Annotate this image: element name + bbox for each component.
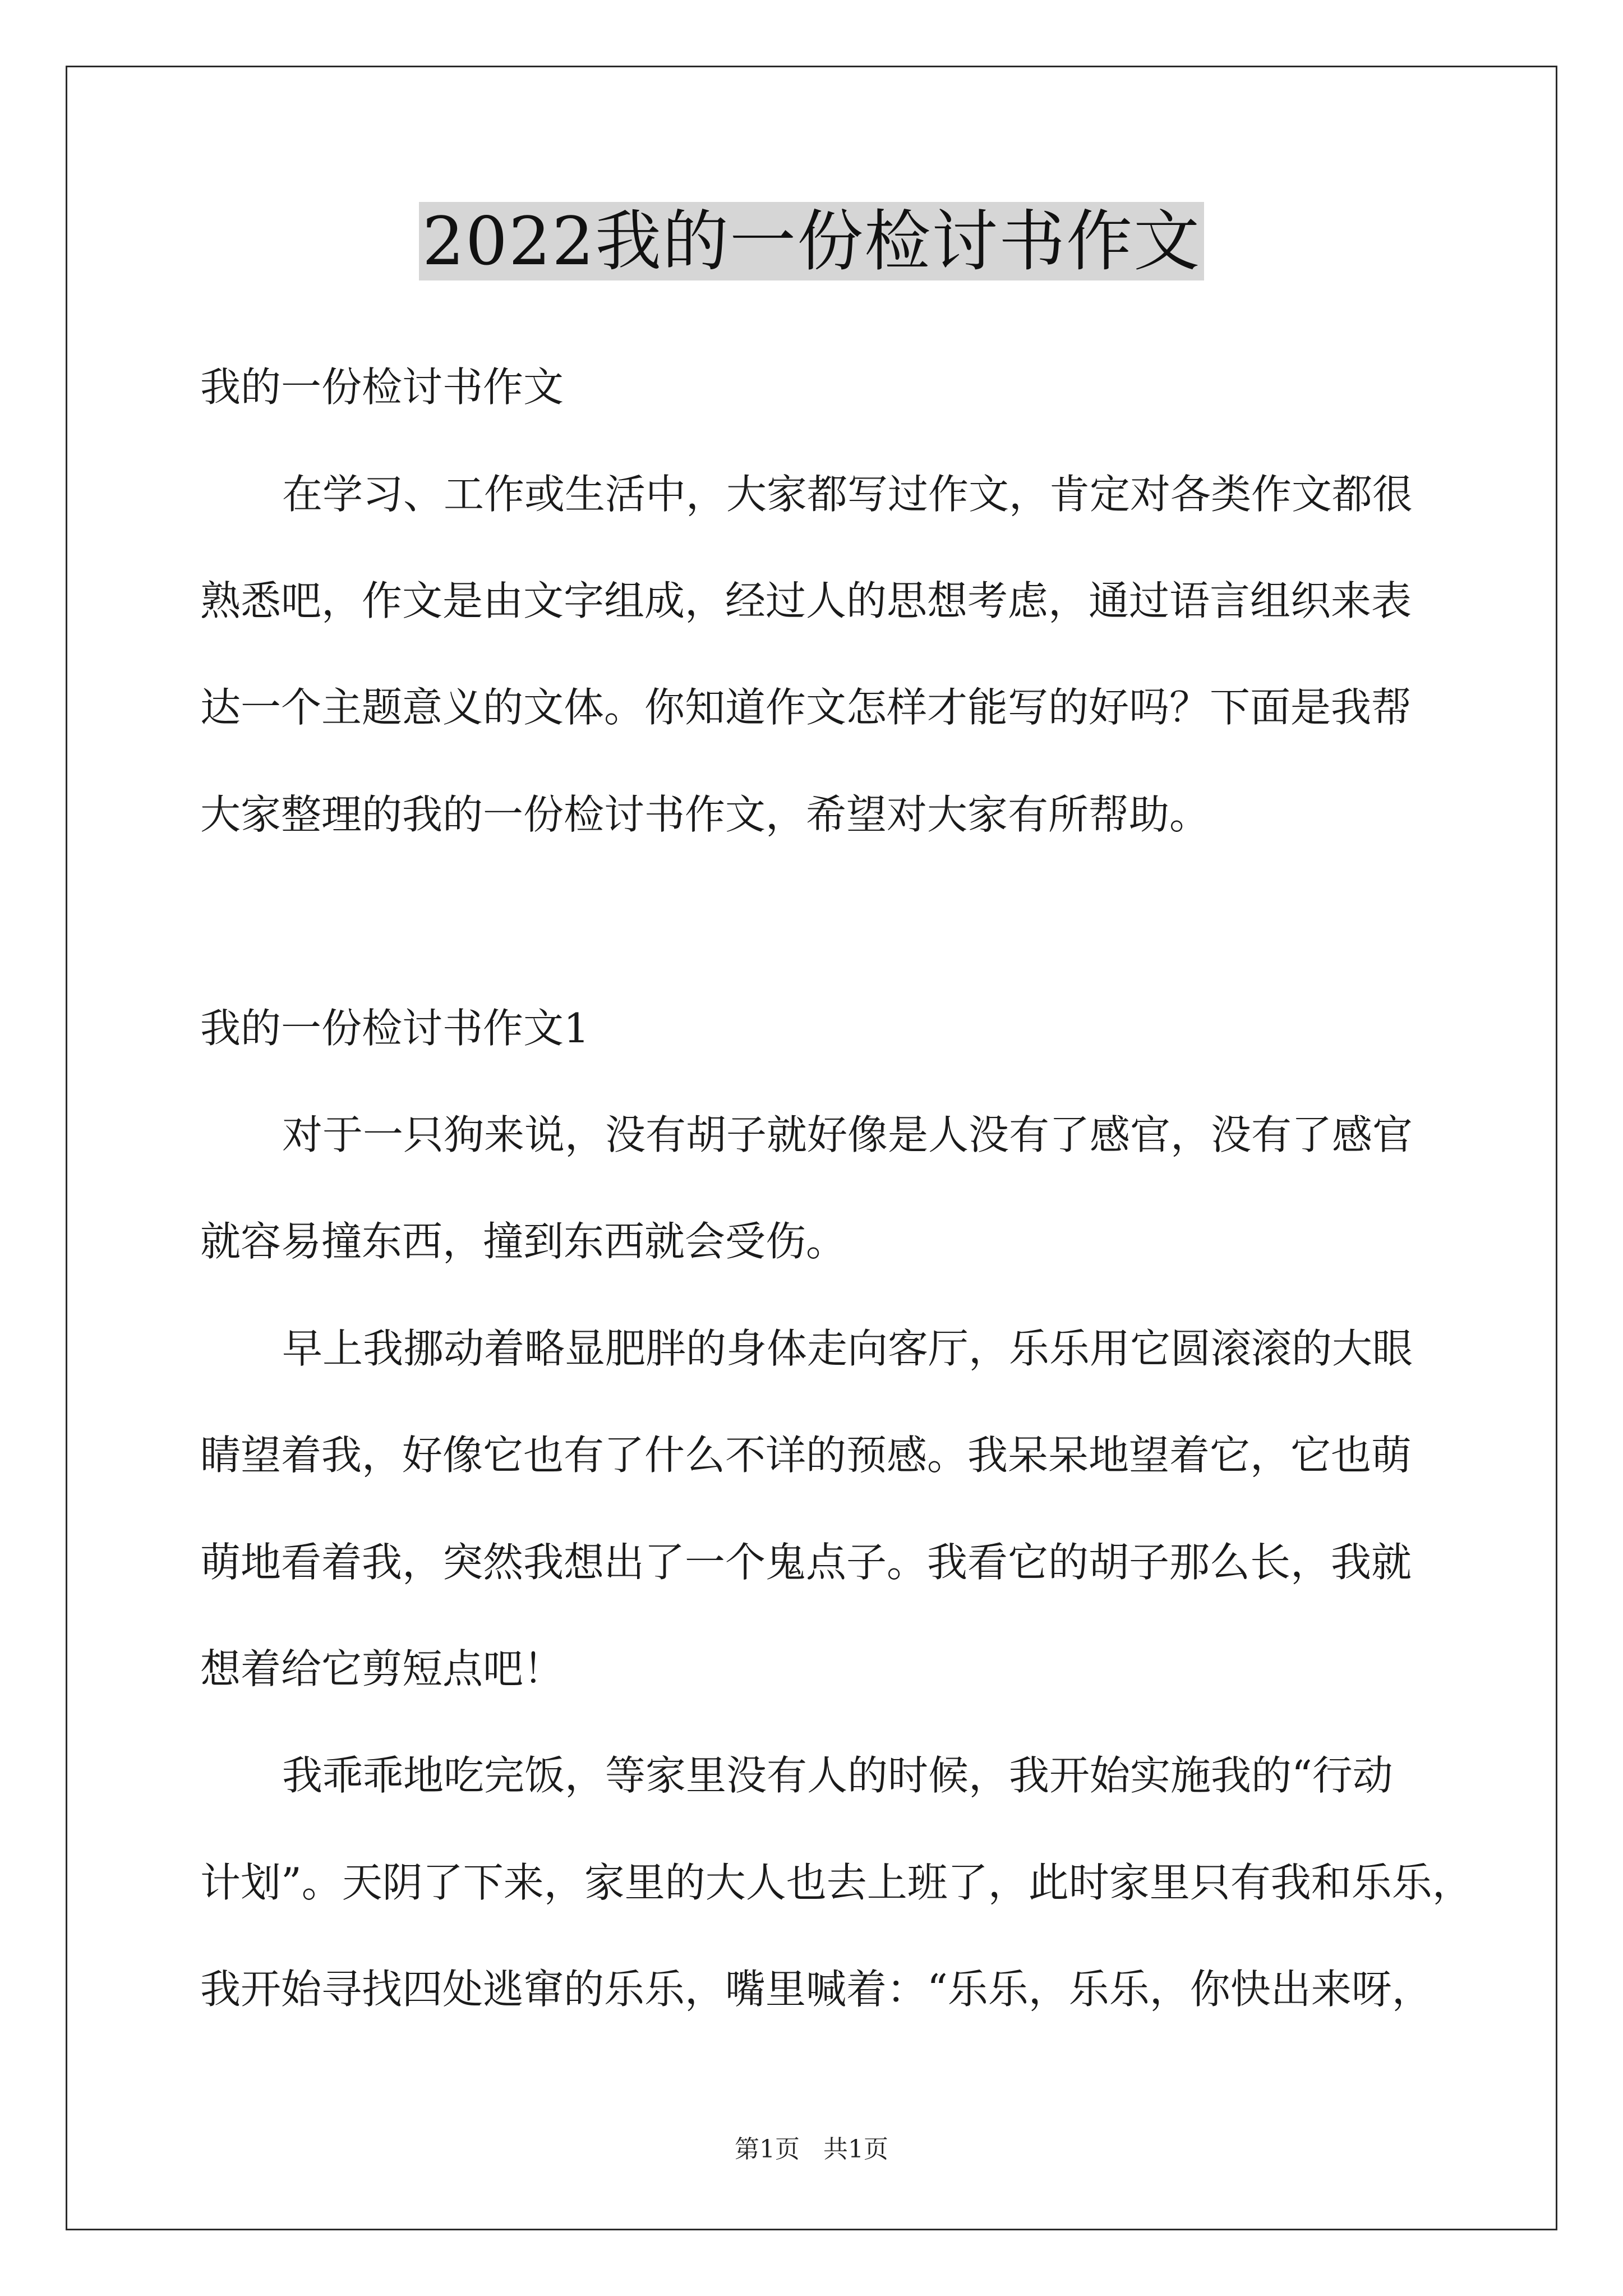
paragraph-line: 对于一只狗来说，没有胡子就好像是人没有了感官，没有了感官 bbox=[282, 1111, 1413, 1158]
paragraph-line: 想着给它剪短点吧！ bbox=[200, 1645, 564, 1692]
paragraph-line: 我乖乖地吃完饭，等家里没有人的时候，我开始实施我的“行动 bbox=[282, 1752, 1393, 1799]
paragraph-line: 睛望着我，好像它也有了什么不详的预感。我呆呆地望着它，它也萌 bbox=[200, 1432, 1412, 1479]
section-heading: 我的一份检讨书作文1 bbox=[200, 1005, 589, 1052]
paragraph-line: 计划”。天阴了下来，家里的大人也去上班了，此时家里只有我和乐乐， bbox=[200, 1859, 1473, 1906]
page-total: 共1页 bbox=[823, 2135, 888, 2164]
paragraph-line: 萌地看着我，突然我想出了一个鬼点子。我看它的胡子那么长，我就 bbox=[200, 1539, 1412, 1586]
paragraph-line: 大家整理的我的一份检讨书作文，希望对大家有所帮助。 bbox=[200, 791, 1210, 838]
section-heading: 我的一份检讨书作文 bbox=[200, 364, 564, 411]
paragraph-line: 熟悉吧，作文是由文字组成，经过人的思想考虑，通过语言组织来表 bbox=[200, 577, 1412, 624]
paragraph-line: 早上我挪动着略显肥胖的身体走向客厅，乐乐用它圆滚滚的大眼 bbox=[282, 1325, 1413, 1372]
title-container bbox=[0, 202, 1623, 280]
document-title: 2022我的一份检讨书作文 bbox=[419, 202, 1204, 280]
paragraph-line: 达一个主题意义的文体。你知道作文怎样才能写的好吗？下面是我帮 bbox=[200, 684, 1412, 731]
page-footer bbox=[0, 2129, 1623, 2165]
paragraph-line: 在学习、工作或生活中，大家都写过作文，肯定对各类作文都很 bbox=[282, 471, 1413, 518]
paragraph-line: 就容易撞东西，撞到东西就会受伤。 bbox=[200, 1218, 847, 1265]
page-number: 第1页 bbox=[735, 2135, 800, 2164]
paragraph-line: 我开始寻找四处逃窜的乐乐，嘴里喊着：“乐乐，乐乐，你快出来呀， bbox=[200, 1966, 1432, 2013]
